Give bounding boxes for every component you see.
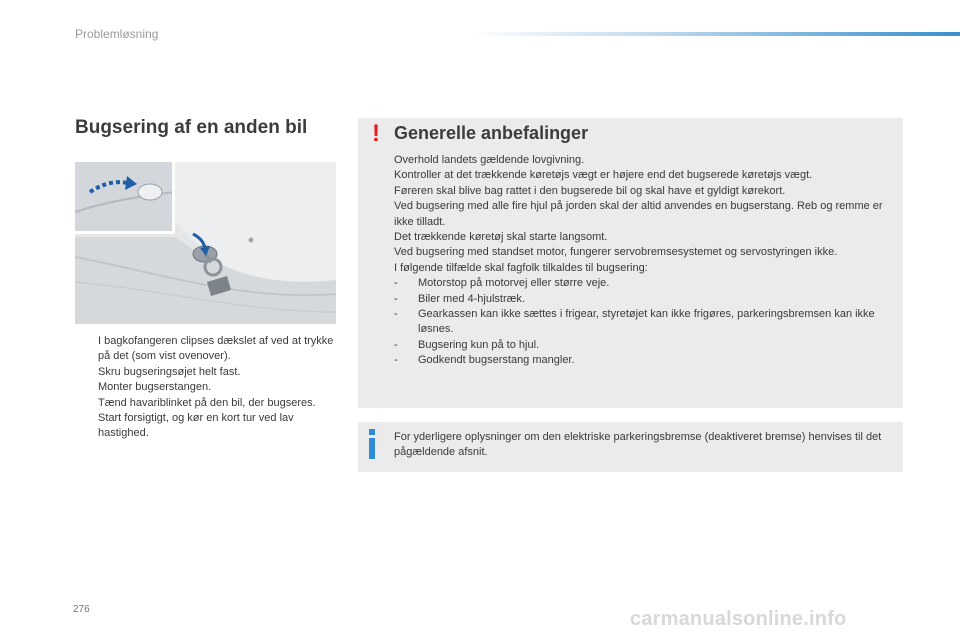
case-text: Bugsering kun på to hjul. <box>418 338 540 351</box>
dash-marker: - <box>394 338 398 351</box>
warning-paragraph: I følgende tilfælde skal fagfolk tilkaldes til bugsering: <box>394 261 648 274</box>
list-item <box>75 396 335 411</box>
dash-marker: - <box>394 292 398 305</box>
list-item <box>75 380 335 395</box>
page-number: 276 <box>73 604 90 615</box>
left-title: Bugsering af en anden bil <box>75 117 308 138</box>
warning-paragraph: Ved bugsering med alle fire hjul på jorden skal der altid anvendes en bugserstang. Reb og remme er ikke tilladt. <box>394 200 883 228</box>
section-label: Problemløsning <box>75 27 159 41</box>
case-text: Gearkassen kan ikke sættes i frigear, styretøjet kan ikke frigøres, parkeringsbremsen kan ikke løsnes. <box>418 308 875 336</box>
warning-case-item <box>394 292 889 307</box>
step-text: I bagkofangeren clipses dækslet af ved at trykke på det (som vist ovenover). <box>98 335 334 363</box>
warning-text <box>394 153 889 369</box>
step-text: Skru bugseringsøjet helt fast. <box>98 365 241 378</box>
dash-marker: - <box>394 354 398 367</box>
warning-paragraph: Føreren skal blive bag rattet i den bugserede bil og skal have et gyldigt kørekort. <box>394 184 786 197</box>
case-text: Godkendt bugserstang mangler. <box>418 354 575 367</box>
list-item <box>75 334 335 365</box>
warning-case-item <box>394 276 889 291</box>
info-icon <box>368 429 376 459</box>
dash-marker: - <box>394 277 398 290</box>
header-accent-bar <box>470 32 960 36</box>
warning-case-item <box>394 353 889 368</box>
watermark: carmanualsonline.info <box>630 608 847 630</box>
case-text: Biler med 4-hjulstræk. <box>418 292 525 305</box>
list-item <box>75 365 335 380</box>
warning-title: Generelle anbefalinger <box>394 123 589 143</box>
inset-frame <box>75 162 175 234</box>
warning-icon: ! <box>372 120 380 147</box>
warning-paragraph: Kontroller at det trækkende køretøjs vægt er højere end det bugserede køretøjs vægt. <box>394 169 813 182</box>
towing-steps-list <box>75 334 335 442</box>
towing-eye-illustration <box>75 162 336 324</box>
warning-case-item <box>394 338 889 353</box>
warning-case-item <box>394 307 889 338</box>
warning-paragraph: Overhold landets gældende lovgivning. <box>394 154 585 166</box>
step-text: Tænd havariblinket på den bil, der bugseres. <box>98 396 316 409</box>
warning-paragraph: Ved bugsering med standset motor, fungerer servobremsesystemet og servostyringen ikke. <box>394 246 838 259</box>
step-text: Monter bugserstangen. <box>98 381 212 394</box>
warning-paragraph: Det trækkende køretøj skal starte langsomt. <box>394 231 608 244</box>
case-text: Motorstop på motorvej eller større veje. <box>418 277 610 290</box>
list-item <box>75 411 335 442</box>
step-text: Start forsigtigt, og kør en kort tur ved lav hastighed. <box>98 412 294 440</box>
dash-marker: - <box>394 308 398 321</box>
info-text: For yderligere oplysninger om den elektriske parkeringsbremse (deaktiveret bremse) henvises til det pågældende afsnit. <box>394 431 882 459</box>
